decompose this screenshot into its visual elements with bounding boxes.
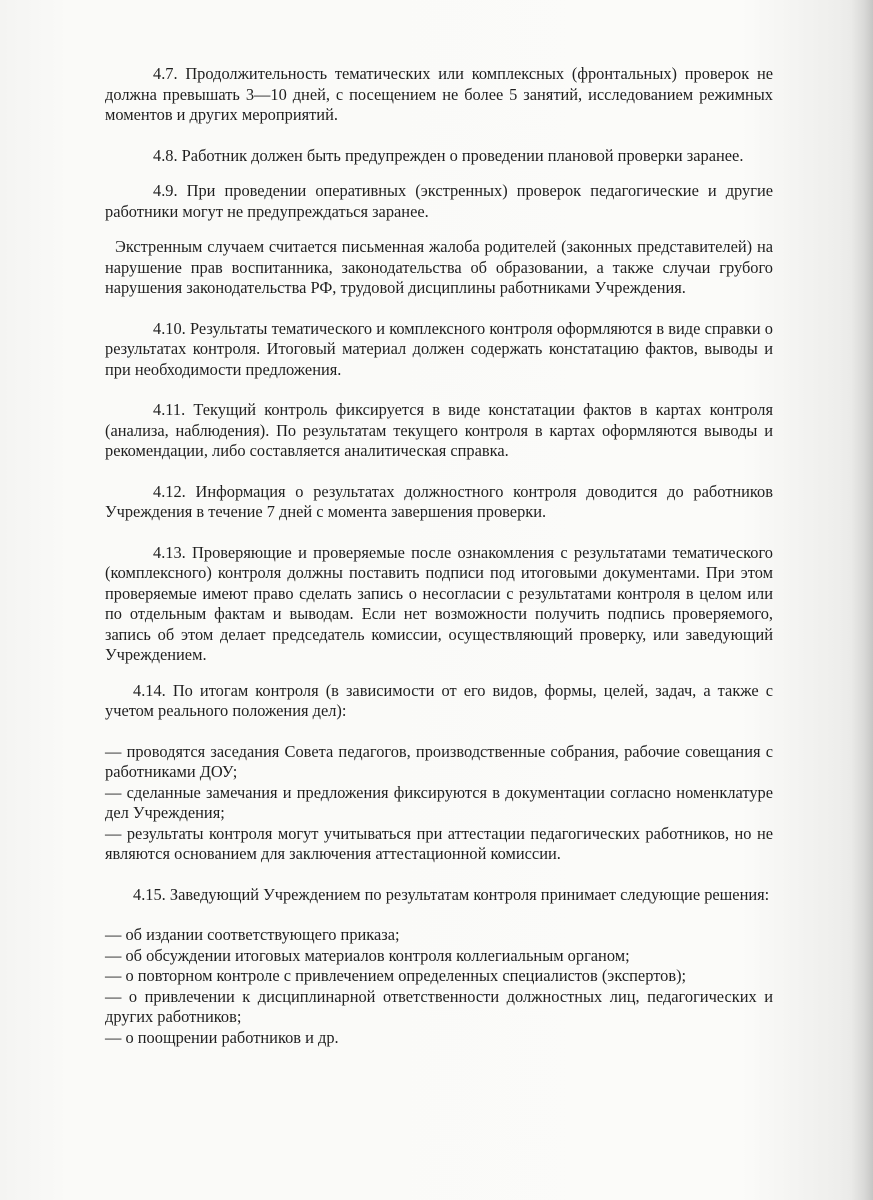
paragraph-4-13: 4.13. Проверяющие и проверяемые после ознакомления с результатами тематического (комплексного) контроля должны поставить подписи под итоговыми документами. При этом проверяемые имеют право сделать запись о несогласии с результатами контроля в целом или по отдельным фактам и выводам. Если нет возможности получить подпись проверяемого, запись об этом делает председатель комиссии, осуществляющий проверку, или заведующий Учреждением. (105, 542, 773, 664)
paragraph-4-15: 4.15. Заведующий Учреждением по результатам контроля принимает следующие решения: (133, 884, 770, 904)
list-item: — о повторном контроле с привлечением определенных специалистов (экспертов); (105, 966, 687, 985)
list-4-14 (105, 742, 773, 865)
paragraph-emergency: Экстренным случаем считается письменная жалоба родителей (законных представителей) на нарушение прав воспитанника, законодательства об образовании, а также случаи грубого нарушения законодательства РФ, трудовой дисциплины работниками Учреждения. (105, 237, 773, 297)
paragraph-4-12: 4.12. Информация о результатах должностного контроля доводится до работников Учреждения в течение 7 дней с момента завершения проверки. (105, 481, 773, 521)
document-body (105, 64, 773, 1048)
list-item: — результаты контроля могут учитываться при аттестации педагогических работников, но не являются основанием для заключения аттестационной комиссии. (105, 823, 773, 863)
page-edge-shadow (851, 0, 873, 1200)
paragraph-4-7: 4.7. Продолжительность тематических или комплексных (фронтальных) проверок не должна превышать 3—10 дней, с посещением не более 5 занятий, исследованием режимных моментов и других мероприятий. (105, 64, 773, 124)
paragraph-4-9: 4.9. При проведении оперативных (экстренных) проверок педагогические и другие работники могут не предупреждаться заранее. (105, 181, 773, 221)
list-item: — проводятся заседания Совета педагогов, производственные собрания, рабочие совещания с работниками ДОУ; (105, 741, 773, 781)
list-item: — о привлечении к дисциплинарной ответственности должностных лиц, педагогических и других работников; (105, 986, 773, 1026)
list-4-15 (105, 925, 773, 1048)
list-item: — сделанные замечания и предложения фиксируются в документации согласно номенклатуре дел Учреждения; (105, 782, 773, 822)
paragraph-4-11: 4.11. Текущий контроль фиксируется в виде констатации фактов в картах контроля (анализа, наблюдения). По результатам текущего контроля в картах оформляются выводы и рекомендации, либо составляется аналитическая справка. (105, 400, 773, 460)
list-item: — о поощрении работников и др. (105, 1027, 339, 1047)
list-item: — об обсуждении итоговых материалов контроля коллегиальным органом; (105, 945, 630, 965)
paragraph-4-10: 4.10. Результаты тематического и комплексного контроля оформляются в виде справки о результатах контроля. Итоговый материал должен содержать констатацию фактов, выводы и при необходимости предложения. (105, 318, 773, 379)
paragraph-4-14: 4.14. По итогам контроля (в зависимости от его видов, формы, целей, задач, а также с учетом реального положения дел): (105, 680, 773, 720)
list-item: — об издании соответствующего приказа; (105, 925, 400, 944)
paragraph-4-8: 4.8. Работник должен быть предупрежден о проведении плановой проверки заранее. (153, 145, 744, 165)
